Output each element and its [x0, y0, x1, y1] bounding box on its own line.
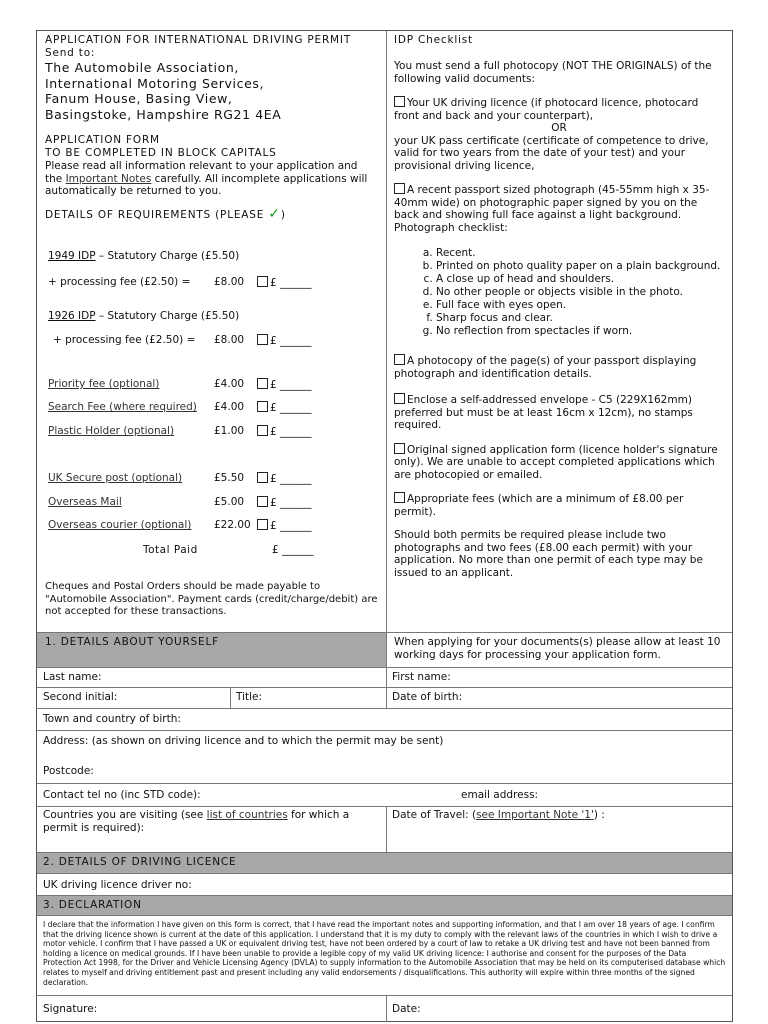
overseas-courier-input[interactable]: £ ______ [257, 519, 312, 532]
declaration-row [37, 916, 732, 996]
dob-field[interactable]: Date of birth: [392, 691, 463, 703]
important-note-link[interactable]: see Important Note '1' [476, 809, 594, 821]
list-item: a. Recent. [436, 247, 724, 260]
right-column [386, 31, 732, 632]
title-field[interactable]: Title: [236, 691, 263, 703]
licence-number-field[interactable]: UK driving licence driver no: [43, 879, 192, 891]
address-line: The Automobile Association, [45, 60, 239, 75]
priority-fee-link[interactable]: Priority fee (optional) [48, 378, 160, 390]
checklist-intro: You must send a full photocopy (NOT THE ORIGINALS) of the following valid documents: [394, 60, 712, 85]
amount-1949: £8.00 [214, 276, 245, 288]
idp-1949-line: 1949 IDP – Statutory Charge (£5.50) [48, 250, 240, 262]
postcode-label: Postcode: [43, 765, 94, 777]
address-label: Address: (as shown on driving licence and to which the permit may be sent) [43, 735, 444, 747]
declaration-text: I declare that the information I have given on this form is correct, that I have read the important notes and supporting information, and that I am over 18 years of age. I confirm that the driving licence shown is current at the date of this application. I understand that it is my duty to comply with the relevant laws of the countries in which I wish to drive a motor vehicle. I confirm that I have passed a UK or equivalent driving test, have not been ordered by a court of law to retake a UK driving test and have not been banned from holding a licence on medical grounds. If I have been unable to provide a legible copy of my valid UK driving licence: I authorise and consent for the purposes of the Data Protection Act 1998, for the Driver and Vehicle Licensing Agency (DVLA) to supply information to the Automobile Association that may be held on its computerised database which relates to myself and driving entitlement past and present including any valid endorsements / disqualifications. This authority will expire within three months of the signed declaration. [43, 920, 726, 987]
checklist-licence: Your UK driving licence (if photocard licence, photocard front and back and your counterpart), [394, 97, 699, 122]
overseas-mail-link[interactable]: Overseas Mail [48, 496, 122, 508]
address-line: Basingstoke, Hampshire RG21 4EA [45, 106, 282, 122]
checkbox-icon[interactable] [394, 492, 405, 503]
processing-time-note: When applying for your documents(s) please allow at least 10 working days for processing your application form. [394, 636, 721, 661]
overseas-courier-amount: £22.00 [214, 519, 251, 531]
or-separator: OR [551, 122, 567, 134]
total-paid-input[interactable]: £ ______ [272, 544, 314, 556]
photo-checklist [394, 247, 724, 338]
checkbox-icon[interactable] [394, 443, 405, 454]
plastic-holder-link[interactable]: Plastic Holder (optional) [48, 425, 175, 437]
list-item: c. A close up of head and shoulders. [436, 273, 724, 286]
section-1-row [37, 633, 732, 668]
section-2-header: 2. DETAILS OF DRIVING LICENCE [43, 856, 237, 868]
processing-fee-1926: + processing fee (£2.50) = [53, 334, 196, 346]
section-2-row [37, 853, 732, 874]
overseas-mail-amount: £5.00 [214, 496, 245, 508]
cheques-note: Cheques and Postal Orders should be made payable to "Automobile Association". Payment cards (credit/charge/debit) are not accepted for these transactions. [45, 581, 378, 617]
checklist-photo: A recent passport sized photograph (45-55mm high x 35-40mm wide) on photographic paper signed by you on the back and showing full face against a light background. [394, 184, 710, 221]
checkbox-icon[interactable] [257, 276, 268, 287]
checkbox-icon[interactable] [257, 425, 268, 436]
list-item: f. Sharp focus and clear. [436, 312, 724, 325]
email-field[interactable]: email address: [461, 789, 539, 801]
checkbox-icon[interactable] [394, 393, 405, 404]
overseas-courier-link[interactable]: Overseas courier (optional) [48, 519, 192, 531]
checklist-title: IDP Checklist [394, 34, 473, 46]
read-notes-text: Please read all information relevant to your application and the Important Notes carefully. All incomplete applications will automatically be returned to you. [45, 160, 368, 197]
secure-post-link[interactable]: UK Secure post (optional) [48, 472, 183, 484]
signature-field[interactable]: Signature: [43, 1003, 98, 1015]
checkbox-icon[interactable] [257, 334, 268, 345]
address-line: International Motoring Services, [45, 75, 265, 91]
search-input[interactable]: £ ______ [257, 401, 312, 414]
checklist-passport: A photocopy of the page(s) of your passport displaying photograph and identification details. [394, 355, 697, 380]
left-column [37, 31, 386, 632]
fee-input-1949[interactable]: £ ______ [257, 276, 312, 289]
address-field[interactable] [37, 731, 732, 783]
checkbox-icon[interactable] [257, 519, 268, 530]
application-form [36, 30, 733, 1022]
list-item: d. No other people or objects visible in the photo. [436, 286, 724, 299]
contact-tel-field[interactable]: Contact tel no (inc STD code): [43, 789, 201, 801]
countries-field[interactable]: Countries you are visiting (see list of countries for which a permit is required): [43, 809, 350, 834]
list-item: g. No reflection from spectacles if worn. [436, 325, 724, 338]
checklist-signed-form: Original signed application form (licence holder's signature only). We are unable to accept completed applications which are photocopied or emailed. [394, 443, 718, 481]
initial-row [37, 688, 732, 709]
plastic-amount: £1.00 [214, 425, 245, 437]
second-initial-field[interactable]: Second initial: [43, 691, 118, 703]
town-country-field[interactable]: Town and country of birth: [43, 713, 181, 725]
photo-checklist-label: Photograph checklist: [394, 221, 508, 234]
checkbox-icon[interactable] [394, 183, 405, 194]
both-permits-note: Should both permits be required please include two photographs and two fees (£8.00 each permit) with your application. No more than one permit of each type may be issued to an applicant. [394, 529, 703, 579]
checklist-envelope: Enclose a self-addressed envelope - C5 (229X162mm) preferred but must be at least 16cm x 12cm), no stamps required. [394, 394, 693, 431]
signature-row [37, 996, 732, 1022]
section-3-header: 3. DECLARATION [43, 899, 142, 911]
licence-row [37, 874, 732, 896]
priority-input[interactable]: £ ______ [257, 378, 312, 391]
processing-fee-1949: + processing fee (£2.50) = [48, 276, 191, 288]
contact-row [37, 784, 732, 807]
priority-amount: £4.00 [214, 378, 245, 390]
form-heading: APPLICATION FOR INTERNATIONAL DRIVING PERMIT [45, 34, 352, 46]
send-to-label: Send to: [45, 47, 96, 59]
checkbox-icon[interactable] [257, 472, 268, 483]
important-notes-link[interactable]: Important Notes [65, 172, 152, 185]
section-3-row [37, 896, 732, 916]
send-address [45, 60, 378, 122]
address-row [37, 731, 732, 784]
checkbox-icon[interactable] [394, 354, 405, 365]
name-row [37, 668, 732, 688]
search-amount: £4.00 [214, 401, 245, 413]
date-field[interactable]: Date: [392, 1003, 421, 1015]
last-name-field[interactable]: Last name: [43, 671, 102, 683]
list-of-countries-link[interactable]: list of countries [206, 809, 288, 821]
top-section [37, 31, 732, 633]
travel-date-field[interactable]: Date of Travel: (see Important Note '1') : [392, 809, 605, 821]
checkbox-icon[interactable] [394, 96, 405, 107]
idp-1926-line: 1926 IDP – Statutory Charge (£5.50) [48, 310, 240, 322]
list-item: b. Printed on photo quality paper on a plain background. [436, 260, 724, 273]
travel-row [37, 807, 732, 853]
overseas-mail-input[interactable]: £ ______ [257, 496, 312, 509]
section-1-header: 1. DETAILS ABOUT YOURSELF [37, 633, 386, 667]
checkbox-icon[interactable] [257, 401, 268, 412]
plastic-input[interactable]: £ ______ [257, 425, 312, 438]
first-name-field[interactable]: First name: [392, 671, 451, 683]
total-paid-label: Total Paid [143, 544, 198, 556]
requirements-heading: DETAILS OF REQUIREMENTS (PLEASE ✓) [45, 205, 286, 222]
address-line: Fanum House, Basing View, [45, 91, 233, 106]
search-fee-link[interactable]: Search Fee (where required) [48, 401, 197, 413]
check-mark-icon: ✓ [268, 205, 281, 222]
checkbox-icon[interactable] [257, 378, 268, 389]
secure-input[interactable]: £ ______ [257, 472, 312, 485]
list-item: e. Full face with eyes open. [436, 299, 724, 312]
amount-1926: £8.00 [214, 334, 245, 346]
fee-input-1926[interactable]: £ ______ [257, 334, 312, 347]
application-form-title: APPLICATION FORM [45, 134, 160, 146]
birthplace-row [37, 709, 732, 731]
checkbox-icon[interactable] [257, 496, 268, 507]
checklist-fees: Appropriate fees (which are a minimum of £8.00 per permit). [394, 493, 684, 518]
checklist-pass-cert: your UK pass certificate (certificate of competence to drive, valid for two years from the date of your test) and your provisional driving licence, [394, 134, 709, 172]
secure-amount: £5.50 [214, 472, 245, 484]
block-capitals-note: TO BE COMPLETED IN BLOCK CAPITALS [45, 147, 277, 159]
